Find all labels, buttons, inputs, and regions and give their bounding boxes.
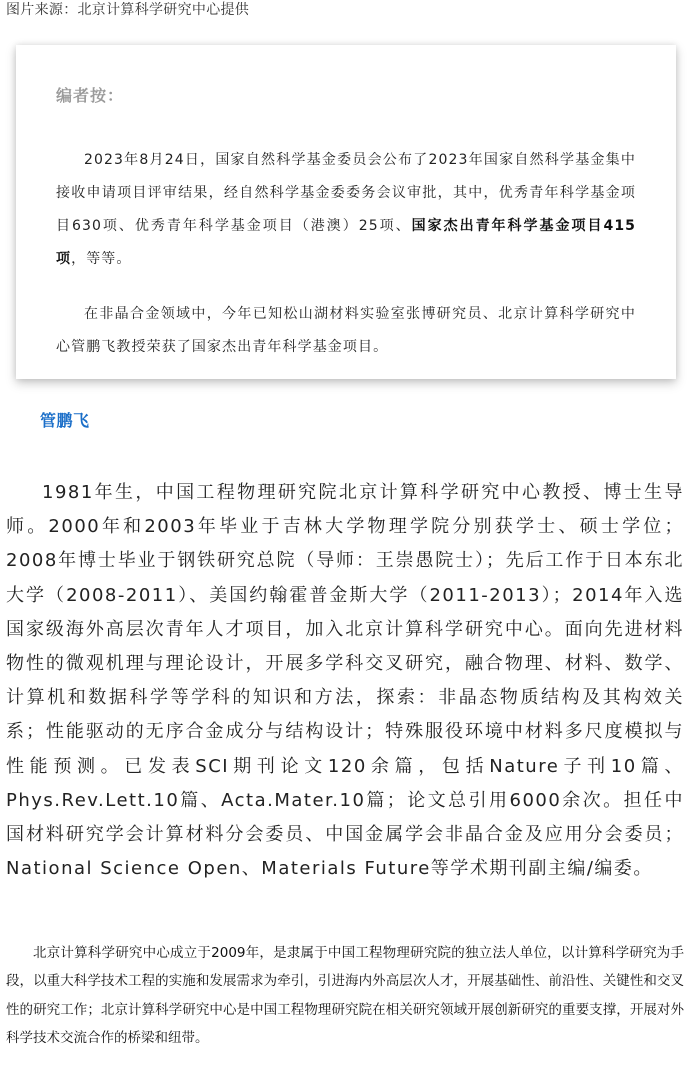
editor-note-highlight: 国家杰出青年科学基金项目415项 — [56, 218, 636, 267]
profile-bio-paragraph: 1981年生，中国工程物理研究院北京计算科学研究中心教授、博士生导师。2000年和2003年毕业于吉林大学物理学院分别获学士、硕士学位；2008年博士毕业于钢铁研究总院（导师：王崇愚院士）；先后工作于日本东北大学（2008-2011）、美国约翰霍普金斯大学（2011-2013）；2014年入选国家级海外高层次青年人才项目，加入北京计算科学研究中心。面向先进材料物性的微观机理与理论设计，开展多学科交叉研究，融合物理、材料、数学、计算机和数据科学等学科的知识和方法，探索：非晶态物质结构及其构效关系；性能驱动的无序合金成分与结构设计；特殊服役环境中材料多尺度模拟与性能预测。已发表SCI期刊论文120余篇，包括Nature子刊10篇、Phys.Rev.Lett.10篇、Acta.Mater.10篇；论文总引用6000余次。担任中国材料研究学会计算材料分会委员、中国金属学会非晶合金及应用分会委员；National Science Open、Materials Future等学术期刊副主编/编委。 — [6, 482, 684, 880]
editor-note-paragraph-1 — [56, 144, 636, 276]
institution-intro-paragraph: 北京计算科学研究中心成立于2009年，是隶属于中国工程物理研究院的独立法人单位，以计算科学研究为手段，以重大科学技术工程的实施和发展需求为牵引，引进海内外高层次人才，开展基础性、前沿性、关键性和交叉性的研究工作；北京计算科学研究中心是中国工程物理研究院在相关研究领域开展创新研究的重要支撑，开展对外科学技术交流合作的桥梁和纽带。 — [6, 944, 684, 1046]
editor-note-paragraph-1-tail: ，等等。 — [71, 251, 132, 267]
editor-note-paragraph-2: 在非晶合金领域中，今年已知松山湖材料实验室张博研究员、北京计算科学研究中心管鹏飞教授荣获了国家杰出青年科学基金项目。 — [56, 306, 636, 355]
editor-note-card — [16, 45, 676, 379]
profile-name-heading: 管鹏飞 — [40, 411, 90, 430]
editor-note-title: 编者按： — [56, 86, 125, 105]
image-source-caption: 图片来源：北京计算科学研究中心提供 — [6, 2, 250, 18]
editor-note-paragraph-1-text: 2023年8月24日，国家自然科学基金委员会公布了2023年国家自然科学基金集中接收申请项目评审结果，经自然科学基金委委务会议审批，其中，优秀青年科学基金项目630项、优秀青年科学基金项目（港澳）25项、 — [56, 152, 636, 234]
